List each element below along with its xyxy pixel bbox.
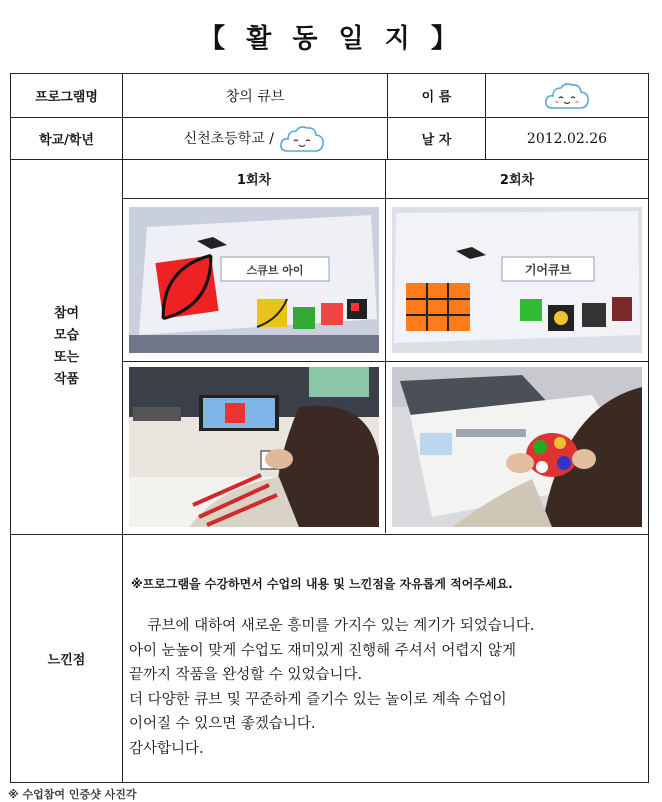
program-label: 프로그램명 xyxy=(11,74,123,118)
feedback-label: 느낀점 xyxy=(11,535,123,783)
name-label: 이 름 xyxy=(388,74,486,118)
school-text: 신천초등학교 / xyxy=(183,130,274,147)
school-label: 학교/학년 xyxy=(11,118,123,160)
cloud-face-icon xyxy=(543,80,591,112)
board-text: 스큐브 아이 xyxy=(246,263,304,277)
activity-label: 참여 모습 또는 작품 xyxy=(11,160,123,535)
feedback-line: 감사합니다. xyxy=(129,740,204,757)
feedback-line: 더 다양한 큐브 및 꾸준하게 즐기수 있는 놀이로 계속 수업이 xyxy=(129,691,507,708)
skewb-ivy-photo xyxy=(129,207,379,353)
feedback-line: 끝까지 작품을 완성할 수 있었습니다. xyxy=(129,667,363,683)
footnote: ※ 수업참여 인증샷 사진각 xyxy=(8,788,137,801)
session2-header: 2회차 xyxy=(386,160,649,198)
cloud-face-icon xyxy=(278,123,326,155)
date-value: 2012.02.26 xyxy=(486,118,649,160)
feedback-cell xyxy=(123,535,649,783)
feedback-line: 큐브에 대하여 새로운 흥미를 가지수 있는 계기가 되었습니다. xyxy=(129,618,535,634)
board-text: 기어큐브 xyxy=(524,262,572,277)
gear-cube-photo xyxy=(392,207,642,353)
photo-grid xyxy=(123,160,648,533)
session1-header: 1회차 xyxy=(123,160,386,198)
feedback-line: 아이 눈높이 맞게 수업도 재미있게 진행해 주셔서 어렵지 않게 xyxy=(129,642,517,659)
date-label: 날 자 xyxy=(388,118,486,160)
feedback-line: 이어질 수 있으면 좋겠습니다. xyxy=(129,716,316,732)
school-value xyxy=(123,118,388,160)
feedback-notice: ※프로그램을 수강하면서 수업의 내용 및 느낀점을 자유롭게 적어주세요. xyxy=(131,577,513,591)
activity-log-table xyxy=(10,73,649,783)
child-tablet-photo xyxy=(129,367,379,527)
child-gear-cube-photo xyxy=(392,367,642,527)
program-value: 창의 큐브 xyxy=(123,74,388,118)
activity-photos-cell xyxy=(123,160,649,535)
page-title: 【 활 동 일 지 】 xyxy=(199,24,463,54)
feedback-text xyxy=(129,614,648,761)
name-value xyxy=(486,74,649,118)
